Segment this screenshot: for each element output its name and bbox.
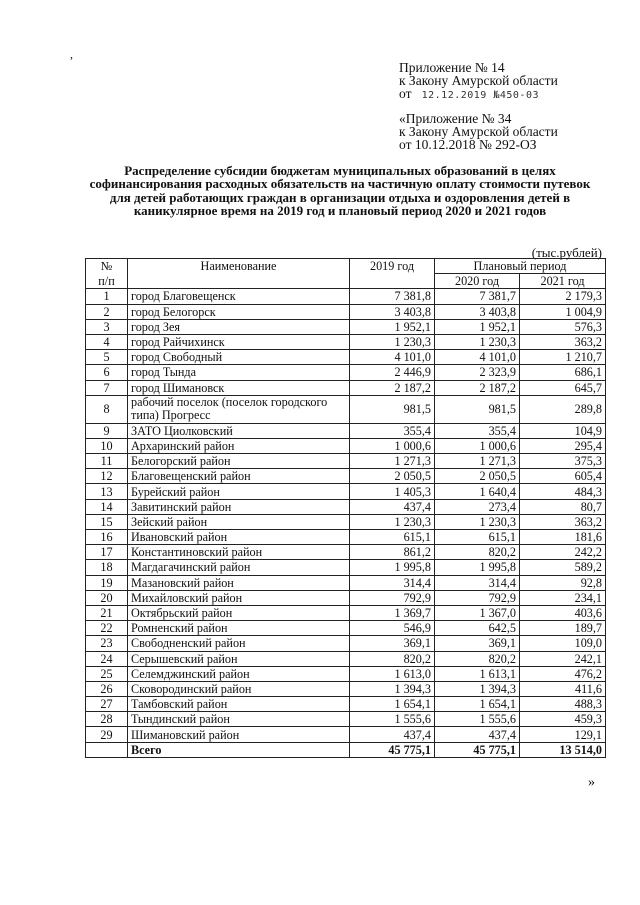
row-number: 2	[86, 304, 128, 319]
header-no: №	[86, 259, 128, 274]
appendix-new-header	[399, 61, 558, 102]
row-value-2020: 1 995,8	[435, 560, 520, 575]
row-value-2020: 1 271,3	[435, 454, 520, 469]
row-number: 3	[86, 319, 128, 334]
row-name: город Свободный	[128, 350, 350, 365]
row-value-2021: 80,7	[520, 499, 606, 514]
header-2021: 2021 год	[520, 274, 606, 289]
row-value-2019: 3 403,8	[350, 304, 435, 319]
row-value-2021: 92,8	[520, 575, 606, 590]
row-value-2019: 2 187,2	[350, 380, 435, 395]
row-value-2019: 820,2	[350, 651, 435, 666]
table-row	[86, 304, 606, 319]
row-number: 4	[86, 334, 128, 349]
row-value-2019: 1 271,3	[350, 454, 435, 469]
row-name: Сковородинский район	[128, 681, 350, 696]
row-value-2019: 1 405,3	[350, 484, 435, 499]
row-value-2021: 181,6	[520, 530, 606, 545]
row-value-2019: 2 446,9	[350, 365, 435, 380]
row-number: 5	[86, 350, 128, 365]
row-number: 12	[86, 469, 128, 484]
row-value-2021: 375,3	[520, 454, 606, 469]
row-value-2020: 1 230,3	[435, 514, 520, 529]
row-value-2019: 314,4	[350, 575, 435, 590]
row-value-2019: 369,1	[350, 636, 435, 651]
row-number: 17	[86, 545, 128, 560]
closing-quote: »	[588, 775, 595, 790]
units-label: (тыс.рублей)	[531, 245, 602, 260]
header-no-sub: п/п	[86, 274, 128, 289]
row-value-2021: 189,7	[520, 621, 606, 636]
row-name: город Белогорск	[128, 304, 350, 319]
table-row	[86, 530, 606, 545]
appendix-old-line3: от 10.12.2018 № 292-ОЗ	[399, 137, 537, 152]
row-value-2019: 437,4	[350, 727, 435, 742]
row-value-2019: 1 000,6	[350, 438, 435, 453]
row-value-2020: 981,5	[435, 395, 520, 423]
header-name: Наименование	[128, 259, 350, 289]
row-number: 24	[86, 651, 128, 666]
table-row	[86, 484, 606, 499]
row-value-2019: 1 555,6	[350, 712, 435, 727]
row-value-2019: 2 050,5	[350, 469, 435, 484]
header-2020: 2020 год	[435, 274, 520, 289]
row-value-2019: 861,2	[350, 545, 435, 560]
appendix-new-line2: к Закону Амурской области	[399, 73, 558, 88]
row-value-2019: 1 369,7	[350, 605, 435, 620]
total-value-2020: 45 775,1	[435, 742, 520, 757]
total-value-2019: 45 775,1	[350, 742, 435, 757]
row-value-2021: 576,3	[520, 319, 606, 334]
row-value-2021: 488,3	[520, 697, 606, 712]
row-value-2021: 109,0	[520, 636, 606, 651]
row-value-2021: 363,2	[520, 514, 606, 529]
row-value-2020: 2 323,9	[435, 365, 520, 380]
appendix-old-line1: «Приложение № 34	[399, 111, 512, 126]
total-row	[86, 742, 606, 757]
table-row	[86, 395, 606, 423]
row-name: Мазановский район	[128, 575, 350, 590]
row-value-2021: 411,6	[520, 681, 606, 696]
row-value-2021: 589,2	[520, 560, 606, 575]
row-value-2019: 792,9	[350, 590, 435, 605]
row-number: 19	[86, 575, 128, 590]
row-name: Свободненский район	[128, 636, 350, 651]
row-name: Михайловский район	[128, 590, 350, 605]
row-value-2020: 1 640,4	[435, 484, 520, 499]
table-row	[86, 454, 606, 469]
row-name: Магдагачинский район	[128, 560, 350, 575]
row-value-2020: 1 394,3	[435, 681, 520, 696]
row-value-2019: 437,4	[350, 499, 435, 514]
table-row	[86, 560, 606, 575]
row-number: 6	[86, 365, 128, 380]
table-row	[86, 469, 606, 484]
row-value-2020: 1 000,6	[435, 438, 520, 453]
row-value-2019: 355,4	[350, 423, 435, 438]
row-number: 20	[86, 590, 128, 605]
row-name: Шимановский район	[128, 727, 350, 742]
row-name: Тамбовский район	[128, 697, 350, 712]
row-value-2021: 104,9	[520, 423, 606, 438]
row-value-2021: 1 210,7	[520, 350, 606, 365]
row-value-2020: 369,1	[435, 636, 520, 651]
row-value-2020: 2 050,5	[435, 469, 520, 484]
row-number: 14	[86, 499, 128, 514]
row-number: 27	[86, 697, 128, 712]
row-value-2021: 1 004,9	[520, 304, 606, 319]
row-number: 10	[86, 438, 128, 453]
total-value-2021: 13 514,0	[520, 742, 606, 757]
row-number: 15	[86, 514, 128, 529]
row-value-2020: 437,4	[435, 727, 520, 742]
row-value-2021: 484,3	[520, 484, 606, 499]
row-value-2020: 1 952,1	[435, 319, 520, 334]
table-row	[86, 545, 606, 560]
table-row	[86, 575, 606, 590]
row-name: город Шимановск	[128, 380, 350, 395]
table-row	[86, 636, 606, 651]
table-row	[86, 727, 606, 742]
table-row	[86, 380, 606, 395]
table-body	[86, 289, 606, 757]
table-row	[86, 289, 606, 304]
row-value-2020: 2 187,2	[435, 380, 520, 395]
table-row	[86, 712, 606, 727]
row-value-2019: 981,5	[350, 395, 435, 423]
table-row	[86, 319, 606, 334]
row-value-2021: 129,1	[520, 727, 606, 742]
row-value-2020: 1 367,0	[435, 605, 520, 620]
row-value-2019: 1 613,0	[350, 666, 435, 681]
row-name: Ивановский район	[128, 530, 350, 545]
row-value-2020: 7 381,7	[435, 289, 520, 304]
row-value-2019: 1 995,8	[350, 560, 435, 575]
row-value-2019: 1 654,1	[350, 697, 435, 712]
row-value-2020: 355,4	[435, 423, 520, 438]
row-number: 26	[86, 681, 128, 696]
row-value-2020: 273,4	[435, 499, 520, 514]
total-number-cell	[86, 742, 128, 757]
row-value-2021: 605,4	[520, 469, 606, 484]
row-name: рабочий поселок (поселок городского типа) Прогресс	[128, 395, 350, 423]
row-value-2020: 1 230,3	[435, 334, 520, 349]
row-number: 11	[86, 454, 128, 469]
table-row	[86, 697, 606, 712]
row-value-2020: 314,4	[435, 575, 520, 590]
row-name: Белогорский район	[128, 454, 350, 469]
row-value-2021: 459,3	[520, 712, 606, 727]
row-number: 13	[86, 484, 128, 499]
appendix-new-line1: Приложение № 14	[399, 60, 505, 75]
table-row	[86, 651, 606, 666]
table-row	[86, 621, 606, 636]
row-number: 25	[86, 666, 128, 681]
row-number: 8	[86, 395, 128, 423]
row-value-2021: 242,1	[520, 651, 606, 666]
row-value-2021: 363,2	[520, 334, 606, 349]
row-value-2020: 642,5	[435, 621, 520, 636]
row-value-2020: 1 555,6	[435, 712, 520, 727]
table-row	[86, 605, 606, 620]
table-row	[86, 438, 606, 453]
row-number: 1	[86, 289, 128, 304]
row-value-2019: 4 101,0	[350, 350, 435, 365]
row-value-2020: 820,2	[435, 651, 520, 666]
subsidy-table	[85, 258, 606, 758]
row-name: город Тында	[128, 365, 350, 380]
row-number: 21	[86, 605, 128, 620]
row-value-2019: 1 394,3	[350, 681, 435, 696]
row-value-2020: 1 654,1	[435, 697, 520, 712]
scan-mark: ,	[70, 47, 73, 61]
row-value-2021: 476,2	[520, 666, 606, 681]
row-value-2019: 1 230,3	[350, 514, 435, 529]
row-value-2021: 295,4	[520, 438, 606, 453]
row-name: город Благовещенск	[128, 289, 350, 304]
row-value-2020: 1 613,1	[435, 666, 520, 681]
table-row	[86, 334, 606, 349]
row-value-2021: 403,6	[520, 605, 606, 620]
row-value-2021: 686,1	[520, 365, 606, 380]
row-value-2019: 1 230,3	[350, 334, 435, 349]
appendix-old-line2: к Закону Амурской области	[399, 124, 558, 139]
appendix-new-date-line	[399, 87, 558, 102]
row-name: ЗАТО Циолковский	[128, 423, 350, 438]
row-name: Архаринский район	[128, 438, 350, 453]
table-row	[86, 365, 606, 380]
row-value-2019: 546,9	[350, 621, 435, 636]
handwritten-date-number: 12.12.2019 №450-03	[421, 90, 539, 101]
header-2019: 2019 год	[350, 259, 435, 289]
table-row	[86, 590, 606, 605]
row-name: город Зея	[128, 319, 350, 334]
row-value-2021: 234,1	[520, 590, 606, 605]
row-value-2019: 1 952,1	[350, 319, 435, 334]
row-value-2020: 4 101,0	[435, 350, 520, 365]
appendix-new-prefix: от	[399, 86, 412, 101]
row-number: 16	[86, 530, 128, 545]
row-name: Селемджинский район	[128, 666, 350, 681]
row-value-2021: 289,8	[520, 395, 606, 423]
row-number: 7	[86, 380, 128, 395]
row-number: 28	[86, 712, 128, 727]
row-number: 22	[86, 621, 128, 636]
row-name: Тындинский район	[128, 712, 350, 727]
row-number: 23	[86, 636, 128, 651]
row-name: Бурейский район	[128, 484, 350, 499]
row-value-2020: 820,2	[435, 545, 520, 560]
table-row	[86, 681, 606, 696]
row-name: город Райчихинск	[128, 334, 350, 349]
row-value-2021: 2 179,3	[520, 289, 606, 304]
row-number: 29	[86, 727, 128, 742]
row-value-2019: 615,1	[350, 530, 435, 545]
row-name: Октябрьский район	[128, 605, 350, 620]
table-row	[86, 499, 606, 514]
row-value-2019: 7 381,8	[350, 289, 435, 304]
appendix-old-header	[399, 112, 558, 151]
row-value-2020: 615,1	[435, 530, 520, 545]
document-title: Распределение субсидии бюджетам муниципальных образований в целях софинансирования расходных обязательств на частичную оплату стоимости путевок для детей работающих граждан в организации отдыха и оздоровления детей в каникулярное время на 2019 год и плановый период 2020 и 2021 годов	[89, 163, 591, 218]
row-value-2020: 792,9	[435, 590, 520, 605]
table-row	[86, 514, 606, 529]
header-planned-period: Плановый период	[435, 259, 606, 274]
row-number: 18	[86, 560, 128, 575]
row-name: Благовещенский район	[128, 469, 350, 484]
row-name: Константиновский район	[128, 545, 350, 560]
row-name: Завитинский район	[128, 499, 350, 514]
row-name: Зейский район	[128, 514, 350, 529]
total-label: Всего	[128, 742, 350, 757]
row-value-2020: 3 403,8	[435, 304, 520, 319]
table-row	[86, 666, 606, 681]
row-name: Серышевский район	[128, 651, 350, 666]
row-name: Ромненский район	[128, 621, 350, 636]
table-row	[86, 423, 606, 438]
table-row	[86, 350, 606, 365]
row-number: 9	[86, 423, 128, 438]
row-value-2021: 242,2	[520, 545, 606, 560]
row-value-2021: 645,7	[520, 380, 606, 395]
